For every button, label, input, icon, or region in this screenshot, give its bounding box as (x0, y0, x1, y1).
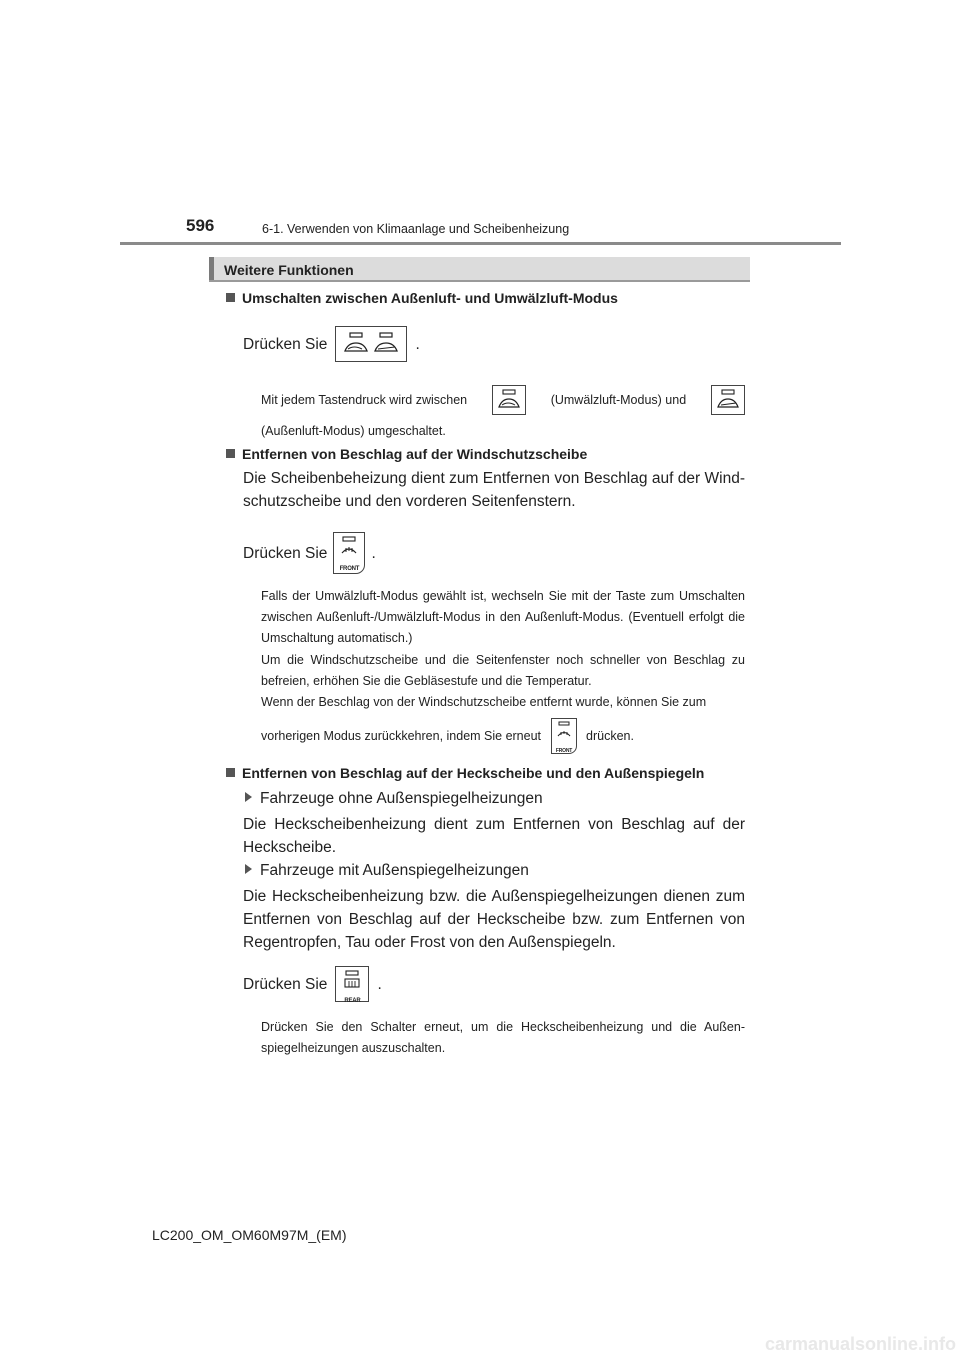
press-rear-line: Drücken Sie REAR . (243, 966, 382, 1002)
watermark: carmanualsonline.info (764, 1334, 956, 1354)
rear-defogger-button[interactable]: REAR (335, 966, 369, 1002)
front-note-3-line2: vorherigen Modus zurückkehren, indem Sie erneut FRONT drücken. (261, 718, 634, 754)
air-mode-icon (336, 327, 406, 361)
heading-air-mode: Umschalten zwischen Außenluft- und Umwälzluft-Modus (226, 290, 618, 306)
heading-windshield-defog: Entfernen von Beschlag auf der Windschutzscheibe (226, 446, 587, 462)
air-mode-note-line2: (Außenluft-Modus) umgeschaltet. (261, 424, 446, 438)
press-front-line: Drücken Sie FRONT . (243, 532, 376, 574)
chapter-title: 6-1. Verwenden von Klimaanlage und Scheibenheizung (262, 222, 570, 236)
front-defroster-button-small[interactable]: FRONT (551, 718, 577, 754)
press-air-mode-line: Drücken Sie . (243, 326, 420, 362)
footer-code: LC200_OM_OM60M97M_(EM) (152, 1227, 347, 1243)
outside-air-button[interactable] (711, 385, 745, 415)
outside-air-icon (712, 386, 744, 414)
heading-rear-defog: Entfernen von Beschlag auf der Heckscheibe und den Außenspiegeln (226, 765, 704, 781)
section-accent (209, 257, 214, 280)
square-bullet-icon (226, 449, 235, 458)
section-title: Weitere Funktionen (224, 262, 354, 278)
front-defroster-button[interactable]: FRONT (333, 532, 365, 574)
recirculation-icon (493, 386, 525, 414)
air-intake-button[interactable] (335, 326, 407, 362)
header-rule (120, 242, 841, 245)
air-mode-note-line1: Mit jedem Tastendruck wird zwischen (Umwälzluft-Modus) und (261, 385, 745, 415)
square-bullet-icon (226, 293, 235, 302)
rear-description-1: Die Heckscheibenheizung dient zum Entfernen von Beschlag auf der Heckscheibe. (243, 816, 745, 856)
front-note-3: Wenn der Beschlag von der Windschutzscheibe entfernt wurde, können Sie zum (261, 695, 707, 709)
bullet-with-mirror-heaters: Fahrzeuge mit Außenspiegelheizungen (245, 859, 529, 882)
recirculation-button[interactable] (492, 385, 526, 415)
rear-description-2: Die Heckscheibenheizung bzw. die Außenspiegelheizungen dienen zum Entfernen von Beschlag auf der Heckscheibe bzw. zum Entfernen von Regentropfen, Tau oder Frost von den Außenspiegeln. (243, 888, 745, 951)
front-note-2: Um die Windschutzscheibe und die Seitenfenster noch schneller von Beschlag zu befreien, erhöhen Sie die Gebläsestufe und die Temperatur. (261, 653, 745, 688)
triangle-bullet-icon (245, 864, 252, 874)
front-note-1: Falls der Umwälzluft-Modus gewählt ist, wechseln Sie mit der Taste zum Umschalten zwischen Außenluft-/Umwälzluft-Modus in den Außenluft-Modus. (Eventuell erfolgt die Umschaltung automatisch.) (261, 589, 745, 645)
windshield-description: Die Scheibenbeheizung dient zum Entfernen von Beschlag auf der Wind-schutzscheibe und den vorderen Seitenfenstern. (243, 470, 745, 510)
section-header (209, 257, 750, 282)
rear-note: Drücken Sie den Schalter erneut, um die Heckscheibenheizung und die Außen-spiegelheizungen auszuschalten. (261, 1020, 745, 1055)
page-number: 596 (186, 216, 215, 235)
triangle-bullet-icon (245, 792, 252, 802)
bullet-without-mirror-heaters: Fahrzeuge ohne Außenspiegelheizungen (245, 787, 543, 810)
square-bullet-icon (226, 768, 235, 777)
